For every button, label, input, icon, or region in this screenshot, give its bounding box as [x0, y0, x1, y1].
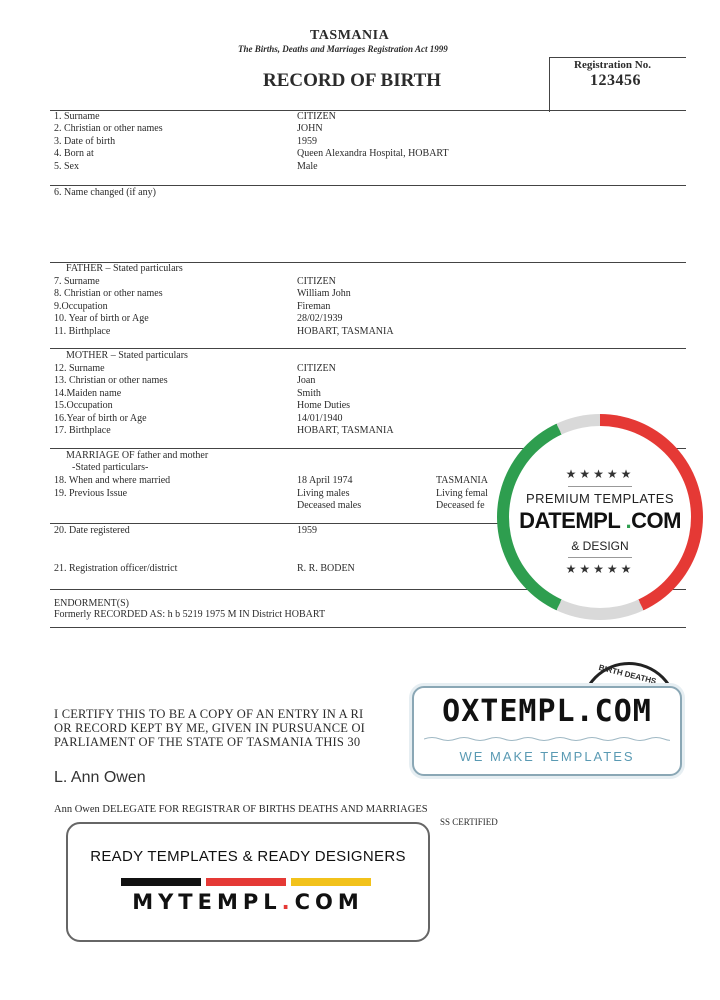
- sex-value: Male: [297, 160, 318, 172]
- date-registered-label: 20. Date registered: [54, 525, 130, 536]
- divider: [50, 627, 686, 628]
- deceased-females-label: Deceased fe: [436, 500, 485, 511]
- certification-line: PARLIAMENT OF THE STATE OF TASMANIA THIS 30: [54, 735, 361, 749]
- state-heading: TASMANIA: [310, 28, 390, 43]
- child-labels: [54, 111, 163, 173]
- previous-issue-label: 19. Previous Issue: [54, 488, 128, 499]
- brand-name: MYTEMPL: [132, 890, 282, 914]
- deceased-males-label: Deceased males: [297, 500, 362, 511]
- endorsements-text: Formerly RECORDED AS: h b 5219 1975 M IN District HOBART: [54, 609, 326, 620]
- badge-brand: [497, 508, 703, 534]
- mother-surname-value: CITIZEN: [297, 363, 336, 374]
- brand-tld: COM: [294, 890, 364, 914]
- field-label: 11. Birthplace: [54, 325, 111, 337]
- given-names-value: JOHN: [297, 123, 323, 135]
- brand-name: DATEMPL: [519, 508, 620, 533]
- document-title: RECORD OF BIRTH: [263, 70, 442, 91]
- flag-stripe-black: [121, 878, 201, 886]
- date-of-birth-value: 1959: [297, 135, 317, 147]
- father-heading: FATHER – Stated particulars: [66, 263, 183, 274]
- mother-birthplace-value: HOBART, TASMANIA: [297, 425, 394, 437]
- father-names-value: William John: [297, 288, 351, 300]
- father-birth-value: 28/02/1939: [297, 313, 343, 325]
- field-label: 7. Surname: [54, 276, 100, 287]
- certification-line: OR RECORD KEPT BY ME, GIVEN IN PURSUANCE OI: [54, 721, 366, 735]
- field-label: 9.Occupation: [54, 300, 108, 312]
- father-labels: [54, 276, 163, 338]
- field-label: 8. Christian or other names: [54, 288, 163, 300]
- field-label: 15.Occupation: [54, 400, 113, 412]
- flag-stripe-gold: [291, 878, 371, 886]
- mytempl-brand: [66, 890, 430, 914]
- brand-dot: .: [625, 508, 632, 533]
- certified-fragment: SS CERTIFIED: [440, 817, 498, 827]
- mother-birth-value: 14/01/1940: [297, 412, 343, 424]
- born-at-value: Queen Alexandra Hospital, HOBART: [297, 148, 449, 160]
- field-label: 14.Maiden name: [54, 387, 122, 399]
- living-females-label: Living femal: [436, 488, 488, 499]
- married-date-value: 18 April 1974: [297, 475, 353, 486]
- child-values: [297, 111, 449, 173]
- field-label: 10. Year of birth or Age: [54, 313, 149, 325]
- date-registered-value: 1959: [297, 525, 317, 536]
- field-label: 13. Christian or other names: [54, 375, 168, 387]
- registration-label: Registration No.: [574, 59, 651, 71]
- mytempl-tagline: READY TEMPLATES & READY DESIGNERS: [90, 848, 406, 865]
- father-values: [297, 276, 394, 338]
- certification-text: [54, 707, 365, 749]
- name-changed-label: 6. Name changed (if any): [54, 187, 156, 198]
- marriage-heading: MARRIAGE OF father and mother: [66, 450, 209, 461]
- mother-maiden-value: Smith: [297, 387, 321, 399]
- oxtempl-brand: OXTEMPL.COM: [442, 694, 652, 729]
- surname-value: CITIZEN: [297, 111, 336, 122]
- married-label: 18. When and where married: [54, 475, 171, 486]
- mother-values: [297, 363, 394, 437]
- divider: [568, 486, 632, 487]
- father-occupation-value: Fireman: [297, 300, 331, 312]
- mother-names-value: Joan: [297, 375, 316, 387]
- brand-tld: COM: [631, 508, 681, 533]
- officer-value: R. R. BODEN: [297, 563, 355, 574]
- mother-heading: MOTHER – Stated particulars: [66, 350, 188, 361]
- marriage-subheading: -Stated particulars-: [72, 462, 149, 473]
- signature: L. Ann Owen: [54, 769, 146, 786]
- seal-text: BIRTH DEATHS: [597, 663, 658, 686]
- divider: [50, 185, 686, 186]
- badge-design-text: & DESIGN: [571, 539, 629, 553]
- mother-occupation-value: Home Duties: [297, 400, 351, 412]
- brand-dot: .: [281, 890, 295, 914]
- field-label: 5. Sex: [54, 160, 79, 172]
- field-label: 2. Christian or other names: [54, 123, 163, 135]
- stars-icon: ★★★★★: [565, 467, 635, 481]
- married-place-value: TASMANIA: [436, 475, 488, 486]
- field-label: 1. Surname: [54, 111, 100, 122]
- field-label: 17. Birthplace: [54, 425, 111, 437]
- father-surname-value: CITIZEN: [297, 276, 336, 287]
- father-birthplace-value: HOBART, TASMANIA: [297, 325, 394, 337]
- registration-number: 123456: [590, 72, 641, 89]
- field-label: 16.Year of birth or Age: [54, 412, 147, 424]
- badge-premium-text: PREMIUM TEMPLATES: [526, 491, 674, 506]
- field-label: 3. Date of birth: [54, 135, 116, 147]
- flag-stripe-red: [206, 878, 286, 886]
- stars-icon: ★★★★★: [565, 562, 635, 576]
- act-subtitle: The Births, Deaths and Marriages Registration Act 1999: [238, 44, 448, 54]
- mother-labels: [54, 363, 168, 437]
- delegate-line: Ann Owen DELEGATE FOR REGISTRAR OF BIRTHS DEATHS AND MARRIAGES: [54, 804, 428, 815]
- endorsements-heading: ENDORMENT(S): [54, 598, 129, 609]
- field-label: 12. Surname: [54, 363, 105, 374]
- divider: [568, 557, 632, 558]
- officer-label: 21. Registration officer/district: [54, 563, 178, 574]
- certification-line: I CERTIFY THIS TO BE A COPY OF AN ENTRY IN A RI: [54, 707, 364, 721]
- field-label: 4. Born at: [54, 148, 94, 160]
- divider: [50, 348, 686, 349]
- oxtempl-tagline: WE MAKE TEMPLATES: [459, 749, 635, 764]
- living-males-label: Living males: [297, 488, 350, 499]
- wave-divider-icon: [424, 736, 670, 742]
